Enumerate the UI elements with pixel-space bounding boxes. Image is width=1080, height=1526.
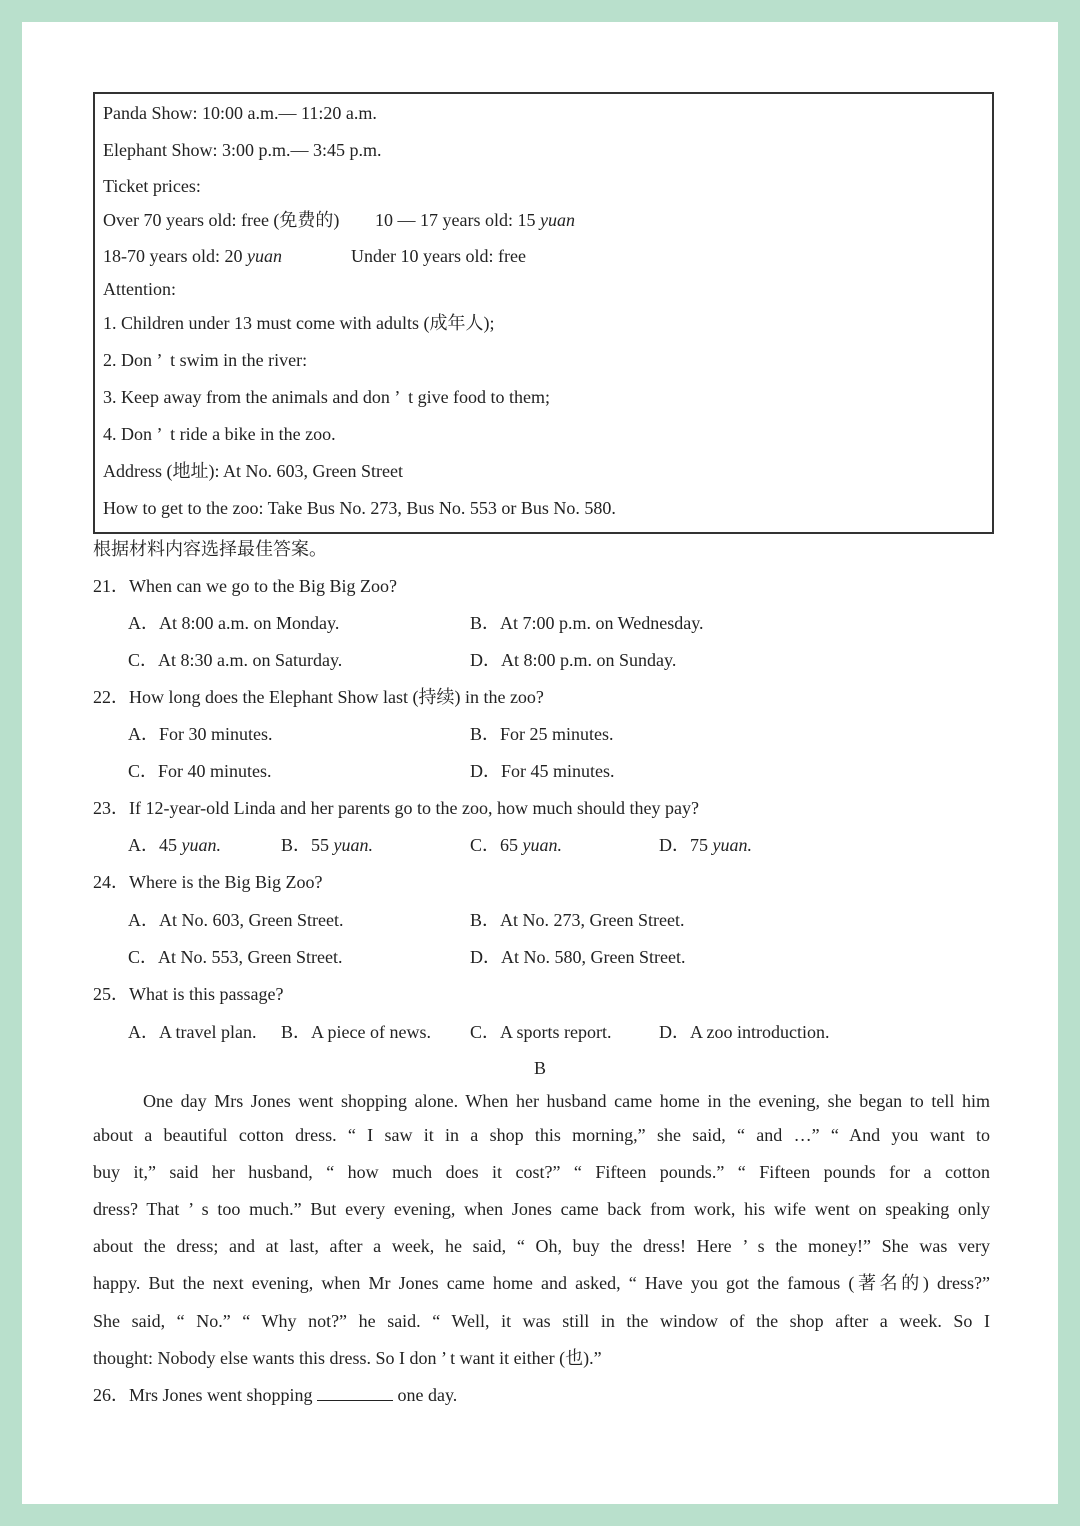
ticket-prices-heading: Ticket prices: xyxy=(103,176,201,196)
rule-3: 3. Keep away from the animals and don ’ t give food to them; xyxy=(103,387,551,407)
passage-line-2: about a beautiful cotton dress. “ I saw it in a shop this morning,” she said, “ and …” “ And you want to xyxy=(93,1125,990,1145)
question-24-option-c: C．At No. 553, Green Street. xyxy=(128,947,343,967)
question-25-stem: 25．What is this passage? xyxy=(93,984,284,1004)
passage-line-4: dress? That ’ s too much.” But every evening, when Jones came back from work, his wife went on speaking only xyxy=(93,1199,990,1219)
yuan-unit: yuan xyxy=(246,246,282,266)
question-22-option-c: C．For 40 minutes. xyxy=(128,761,272,781)
option-b-text: B．55 xyxy=(281,835,330,855)
question-24-option-b: B．At No. 273, Green Street. xyxy=(470,910,685,930)
worksheet-page xyxy=(22,22,1058,1504)
question-21-option-d: D．At 8:00 p.m. on Sunday. xyxy=(470,650,677,670)
attention-heading: Attention: xyxy=(103,279,176,299)
passage-line-1: One day Mrs Jones went shopping alone. When her husband came home in the evening, she began to tell him xyxy=(143,1091,990,1111)
yuan-unit: yuan xyxy=(539,210,575,230)
question-23-stem: 23．If 12-year-old Linda and her parents go to the zoo, how much should they pay? xyxy=(93,798,699,818)
yuan-unit: yuan. xyxy=(181,835,221,855)
price-under-10: Under 10 years old: free xyxy=(351,246,526,266)
yuan-unit: yuan. xyxy=(333,835,374,855)
passage-line-8: thought: Nobody else wants this dress. So I don ’ t want it either (也).” xyxy=(93,1348,602,1368)
elephant-show-time: Elephant Show: 3:00 p.m.— 3:45 p.m. xyxy=(103,140,382,160)
price-10-17-text: 10 — 17 years old: 15 xyxy=(375,210,536,230)
answer-blank[interactable] xyxy=(317,1384,393,1401)
question-24-option-a: A．At No. 603, Green Street. xyxy=(128,910,344,930)
question-21-option-a: A．At 8:00 a.m. on Monday. xyxy=(128,613,340,633)
question-22-option-a: A．For 30 minutes. xyxy=(128,724,273,744)
question-24-option-d: D．At No. 580, Green Street. xyxy=(470,947,686,967)
question-26-stem: 26．Mrs Jones went shopping xyxy=(93,1385,313,1405)
section-b-heading: B xyxy=(534,1058,547,1078)
option-c-text: C．65 xyxy=(470,835,519,855)
question-22-option-b: B．For 25 minutes. xyxy=(470,724,614,744)
panda-show-time: Panda Show: 10:00 a.m.— 11:20 a.m. xyxy=(103,103,377,123)
directions-line: How to get to the zoo: Take Bus No. 273, Bus No. 553 or Bus No. 580. xyxy=(103,498,616,518)
instruction: 根据材料内容选择最佳答案。 xyxy=(93,539,327,559)
passage-line-7: She said, “ No.” “ Why not?” he said. “ Well, it was still in the window of the shop after a week. So I xyxy=(93,1311,990,1331)
rule-1: 1. Children under 13 must come with adults (成年人); xyxy=(103,313,495,333)
question-26-tail: one day. xyxy=(397,1385,458,1405)
price-18-70-text: 18-70 years old: 20 xyxy=(103,246,243,266)
rule-4: 4. Don ’ t ride a bike in the zoo. xyxy=(103,424,336,444)
passage-line-5: about the dress; and at last, after a week, he said, “ Oh, buy the dress! Here ’ s the money!” She was very xyxy=(93,1236,990,1256)
question-23-option-b xyxy=(281,834,373,856)
question-23-option-c xyxy=(470,834,562,856)
yuan-unit: yuan. xyxy=(522,835,563,855)
yuan-unit: yuan. xyxy=(712,835,752,855)
question-25-option-b: B．A piece of news. xyxy=(281,1022,431,1042)
question-26 xyxy=(93,1384,457,1406)
passage-line-6: happy. But the next evening, when Mr Jones came home and asked, “ Have you got the famous (著名的) dress?” xyxy=(93,1273,990,1293)
option-a-text: A．45 xyxy=(128,835,177,855)
option-d-text: D．75 xyxy=(659,835,708,855)
price-10-17 xyxy=(375,209,575,231)
question-22-option-d: D．For 45 minutes. xyxy=(470,761,615,781)
price-over-70: Over 70 years old: free (免费的) xyxy=(103,210,340,230)
question-22-stem: 22．How long does the Elephant Show last (持续) in the zoo? xyxy=(93,687,544,707)
question-21-option-b: B．At 7:00 p.m. on Wednesday. xyxy=(470,613,704,633)
address-line: Address (地址): At No. 603, Green Street xyxy=(103,461,403,481)
question-23-option-d xyxy=(659,834,752,856)
price-18-70 xyxy=(103,245,282,267)
passage-line-3: buy it,” said her husband, “ how much does it cost?” “ Fifteen pounds.” “ Fifteen pounds for a cotton xyxy=(93,1162,990,1182)
question-25-option-d: D．A zoo introduction. xyxy=(659,1022,830,1042)
question-21-stem: 21．When can we go to the Big Big Zoo? xyxy=(93,576,397,596)
question-24-stem: 24．Where is the Big Big Zoo? xyxy=(93,872,323,892)
question-25-option-a: A．A travel plan. xyxy=(128,1022,257,1042)
question-25-option-c: C．A sports report. xyxy=(470,1022,612,1042)
question-21-option-c: C．At 8:30 a.m. on Saturday. xyxy=(128,650,343,670)
question-23-option-a xyxy=(128,834,221,856)
rule-2: 2. Don ’ t swim in the river: xyxy=(103,350,308,370)
